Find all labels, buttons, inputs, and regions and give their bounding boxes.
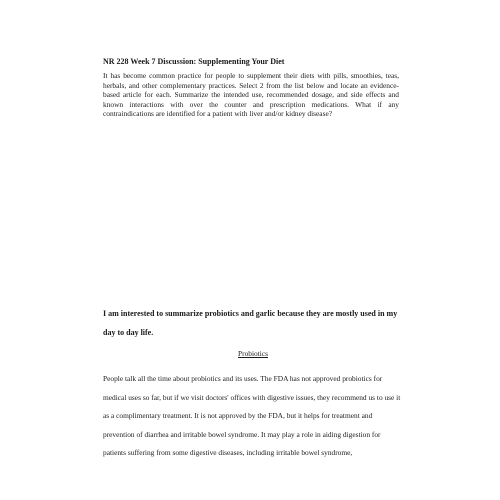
section-body-probiotics: People talk all the time about probiotics and its uses. The FDA has not approved probiotics for medical uses so far, but if we visit doctors' offices with digestive issues, they recommend us to use it as a complimentary treatment. It is not approved by the FDA, but it helps for treatment and prevention of diarrhea and irritable bowel syndrome. It may play a role in aiding digestion for patients suffering from some digestive diseases, including irritable bowel syndrome, — [103, 374, 401, 457]
response-lead: I am interested to summarize probiotics and garlic because they are mostly used in my day to day life. — [103, 309, 398, 337]
document-title: NR 228 Week 7 Discussion: Supplementing Your Diet — [103, 57, 285, 66]
assignment-block — [103, 56, 399, 119]
section-heading-probiotics: Probiotics — [238, 349, 268, 358]
assignment-prompt: It has become common practice for people to supplement their diets with pills, smoothies, teas, herbals, and other complementary practices. Select 2 from the list below and locate an evidence-based article for each. Summarize the intended use, recommended dosage, and side effects and known interactions with over the counter and prescription medications. What if any contraindications are identified for a patient with liver and/or kidney disease? — [103, 71, 399, 119]
response-block — [103, 304, 403, 463]
